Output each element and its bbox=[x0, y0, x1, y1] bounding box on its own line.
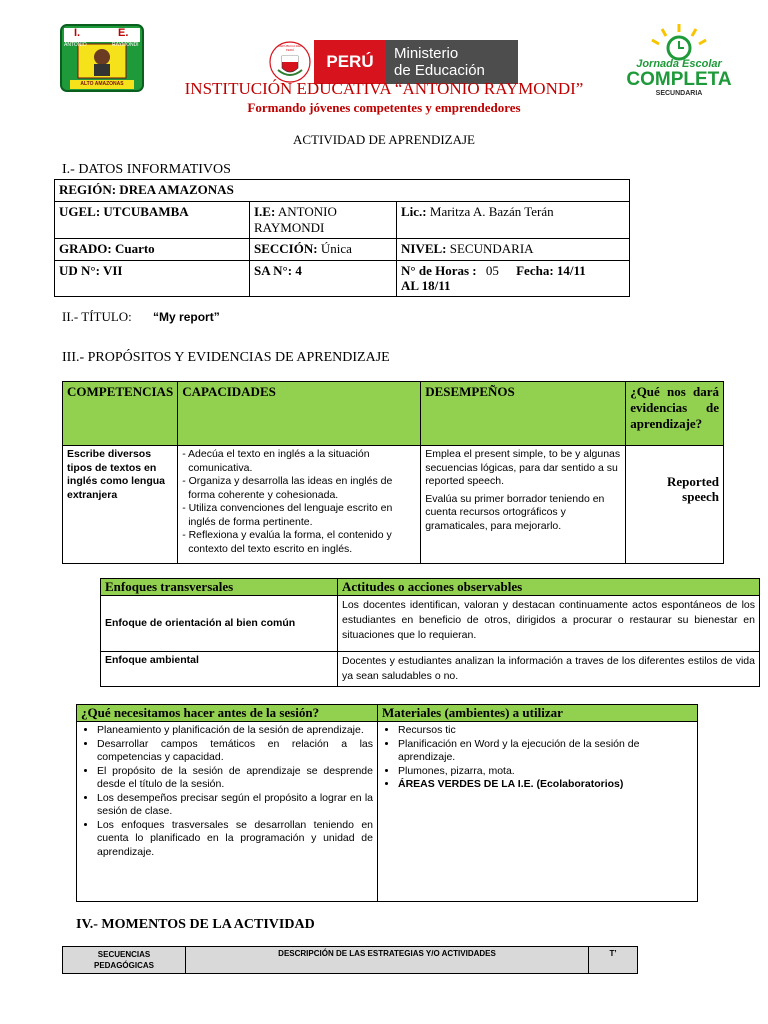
lic-value: Maritza A. Bazán Terán bbox=[429, 204, 554, 219]
antes-cell bbox=[77, 722, 378, 902]
seccion-cell bbox=[250, 239, 397, 261]
materiales-cell bbox=[378, 722, 698, 902]
horas-label: N° de Horas : bbox=[401, 263, 477, 278]
antes-list bbox=[81, 724, 373, 859]
enfoque-1: Enfoque de orientación al bien común bbox=[101, 596, 338, 652]
logo-antonio: ANTONIO bbox=[64, 42, 87, 48]
ministry-label bbox=[386, 40, 518, 84]
ministry-line-2: de Educación bbox=[394, 62, 485, 79]
horas-value: 05 bbox=[485, 263, 499, 278]
competencia-cell: Escribe diversos tipos de textos en inglés como lengua extranjera bbox=[63, 446, 178, 564]
desempeno-item: Evalúa su primer borrador teniendo en cuenta recursos ortográficos y gramaticales, para mejorarlo. bbox=[425, 492, 605, 532]
seccion-label: SECCIÓN: bbox=[254, 241, 318, 256]
jornada-line-1: Jornada Escolar bbox=[636, 58, 722, 70]
grado-cell: GRADO: Cuarto bbox=[55, 239, 250, 261]
capacidades-cell bbox=[178, 446, 421, 564]
header-tiempo: T’ bbox=[589, 947, 638, 974]
desempenos-cell bbox=[421, 446, 626, 564]
nivel-label: NIVEL: bbox=[401, 241, 447, 256]
list-item: • Plumones, pizarra, mota. bbox=[398, 765, 693, 779]
list-item: • Recursos tic bbox=[398, 724, 693, 738]
section-1-heading: I.- DATOS INFORMATIVOS bbox=[62, 162, 231, 177]
section-4-heading: IV.- MOMENTOS DE LA ACTIVIDAD bbox=[76, 917, 315, 932]
header-secuencias: SECUENCIAS PEDAGÓGICAS bbox=[63, 947, 186, 974]
evidencia-cell bbox=[626, 446, 724, 564]
jornada-line-2: COMPLETA bbox=[626, 69, 732, 90]
momentos-table bbox=[62, 946, 638, 974]
enfoques-table bbox=[100, 578, 760, 687]
header-desempenos: DESEMPEÑOS bbox=[421, 382, 626, 446]
enfoque-2: Enfoque ambiental bbox=[101, 652, 338, 687]
header-antes: ¿Qué necesitamos hacer antes de la sesión? bbox=[77, 705, 378, 722]
jornada-line-3: SECUNDARIA bbox=[655, 90, 703, 97]
activity-title: ACTIVIDAD DE APRENDIZAJE bbox=[293, 132, 475, 147]
header-competencias: COMPETENCIAS bbox=[63, 382, 178, 446]
list-item: • Desarrollar campos temáticos en relación a las competencias y capacidad. bbox=[97, 738, 373, 765]
fecha-label: Fecha: 14/11 bbox=[516, 263, 586, 278]
capacidad-item: - Adecúa el texto en inglés a la situación comunicativa. bbox=[182, 448, 370, 474]
ugel-cell: UGEL: UTCUBAMBA bbox=[55, 202, 250, 239]
titulo-label: II.- TÍTULO: bbox=[62, 309, 132, 324]
section-3-heading: III.- PROPÓSITOS Y EVIDENCIAS DE APRENDIZAJE bbox=[62, 350, 390, 365]
materiales-list bbox=[382, 724, 693, 792]
titulo-value: “My report” bbox=[153, 310, 220, 324]
actitud-1: Los docentes identifican, valoran y destacan continuamente actos espontáneos de los estudiantes en beneficio de otros, dirigidos a procurar o restaurar su bienestar en situaciones que lo requieran. bbox=[338, 596, 760, 652]
seal-text: REPÚBLICA DEL PERÚ bbox=[278, 44, 302, 52]
actitud-2: Docentes y estudiantes analizan la información a traves de los diferentes estilos de vida ya sean saludables o no. bbox=[338, 652, 760, 687]
desempeno-item: Emplea el present simple, to be y algunas secuencias lógicas, para dar sentido a su reported speech. bbox=[425, 448, 621, 487]
institution-title: INSTITUCIÓN EDUCATIVA “ANTONIO RAYMONDI” bbox=[184, 79, 584, 98]
header-materiales: Materiales (ambientes) a utilizar bbox=[378, 705, 698, 722]
peru-label: PERÚ bbox=[314, 40, 386, 84]
list-item: • Los enfoques trasversales se desarrollan teniendo en cuenta lo planificado en la programación y unidad de aprendizaje. bbox=[97, 819, 373, 860]
capacidad-item: - Utiliza convenciones del lenguaje escrito en inglés de forma pertinente. bbox=[182, 502, 393, 528]
horas-cell bbox=[397, 261, 630, 297]
list-item: • Los desempeños precisar según el propósito a lograr en la sesión de clase. bbox=[97, 792, 373, 819]
header-descripcion: DESCRIPCIÓN DE LAS ESTRATEGIAS Y/O ACTIVIDADES bbox=[186, 947, 589, 974]
header-enfoques: Enfoques transversales bbox=[101, 579, 338, 596]
fecha-al: AL 18/11 bbox=[401, 278, 451, 293]
header-actitudes: Actitudes o acciones observables bbox=[338, 579, 760, 596]
propositos-table bbox=[62, 381, 724, 564]
header-evidencias: ¿Qué nos dará evidencias de aprendizaje? bbox=[626, 382, 724, 446]
logo-alto-amazonas: ALTO AMAZONAS bbox=[80, 81, 124, 87]
ie-cell bbox=[250, 202, 397, 239]
peru-seal-icon bbox=[268, 40, 312, 84]
nivel-cell bbox=[397, 239, 630, 261]
nivel-value: SECUNDARIA bbox=[449, 241, 534, 256]
lic-label: Lic.: bbox=[401, 204, 427, 219]
logo-raymondi: RAYMONDI bbox=[112, 42, 139, 48]
region-cell: REGIÓN: DREA AMAZONAS bbox=[55, 180, 630, 202]
list-item: • Planeamiento y planificación de la sesión de aprendizaje. bbox=[97, 724, 373, 738]
seccion-value: Única bbox=[320, 241, 352, 256]
ud-cell: UD N°: VII bbox=[55, 261, 250, 297]
preparacion-table bbox=[76, 704, 698, 902]
header-capacidades: CAPACIDADES bbox=[178, 382, 421, 446]
list-item: • El propósito de la sesión de aprendizaje se desprende desde el título de la sesión. bbox=[97, 765, 373, 792]
capacidad-item: - Reflexiona y evalúa la forma, el contenido y contexto del texto escrito en inglés. bbox=[182, 529, 392, 555]
institution-motto: Formando jóvenes competentes y emprendedores bbox=[247, 100, 521, 115]
sa-cell: SA N°: 4 bbox=[250, 261, 397, 297]
logo-letter-i: I. bbox=[74, 27, 81, 39]
ministry-line-1: Ministerio bbox=[394, 45, 459, 62]
datos-table bbox=[54, 179, 630, 297]
section-2-heading bbox=[62, 309, 220, 325]
list-item: • ÁREAS VERDES DE LA I.E. (Ecolaboratorios) bbox=[398, 778, 693, 792]
ie-value: ANTONIO RAYMONDI bbox=[254, 204, 337, 235]
list-item: • Planificación en Word y la ejecución de la sesión de aprendizaje. bbox=[398, 738, 693, 765]
lic-cell bbox=[397, 202, 630, 239]
logo-letter-e: E. bbox=[118, 27, 129, 39]
evidencia-value: Reported speech bbox=[667, 474, 719, 504]
capacidad-item: - Organiza y desarrolla las ideas en inglés de forma coherente y cohesionada. bbox=[182, 475, 393, 501]
ie-label: I.E: bbox=[254, 204, 276, 219]
